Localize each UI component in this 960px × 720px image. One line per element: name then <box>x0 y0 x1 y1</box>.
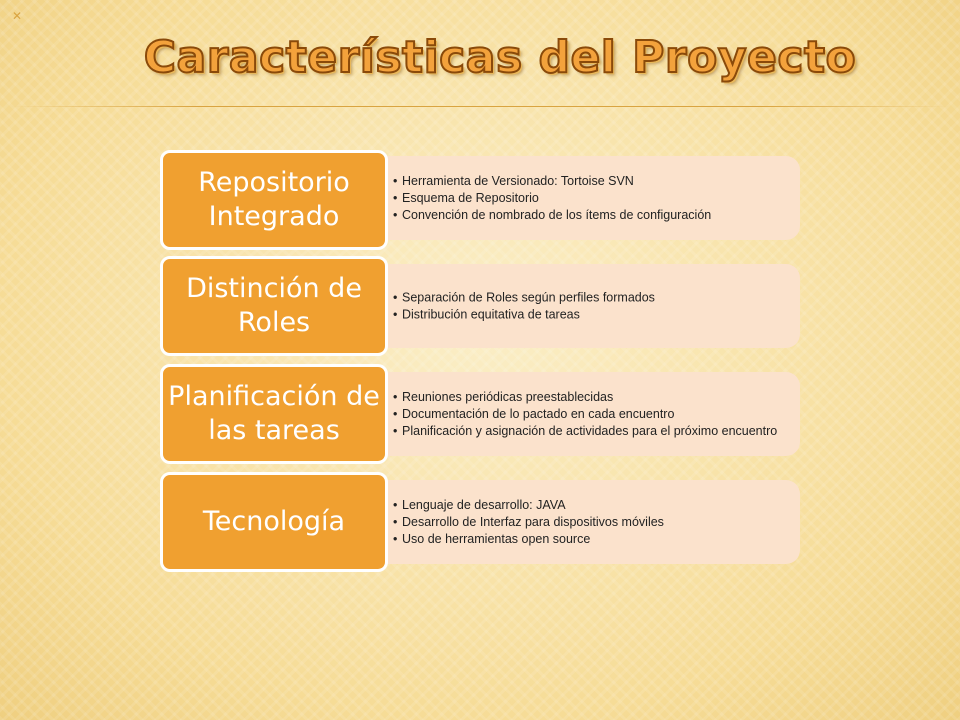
feature-bullet-item: • Convención de nombrado de los ítems de configuración <box>393 208 712 222</box>
feature-bullet-list <box>393 388 786 440</box>
feature-bullet-item: • Documentación de lo pactado en cada encuentro <box>393 407 675 421</box>
feature-label: Distinción de Roles <box>186 273 362 338</box>
feature-details <box>360 372 800 456</box>
feature-label-box <box>160 256 388 356</box>
feature-bullet-list <box>393 289 786 324</box>
bullet-icon: • <box>393 498 398 512</box>
slide-corner-mark-icon: ✕ <box>12 9 23 23</box>
bullet-icon: • <box>393 208 398 222</box>
feature-label: Repositorio Integrado <box>198 167 350 232</box>
feature-details <box>360 156 800 240</box>
feature-label: Planificación de las tareas <box>168 381 380 446</box>
feature-bullet-item: • Desarrollo de Interfaz para dispositivos móviles <box>393 515 664 529</box>
feature-bullet-item: • Distribución equitativa de tareas <box>393 307 580 322</box>
bullet-icon: • <box>393 290 398 305</box>
bullet-icon: • <box>393 515 398 529</box>
feature-bullet-item: • Reuniones periódicas preestablecidas <box>393 390 614 404</box>
feature-label-box <box>160 472 388 572</box>
feature-bullet-list <box>393 172 786 224</box>
bullet-icon: • <box>393 307 398 322</box>
feature-details <box>360 264 800 348</box>
feature-bullet-item: • Separación de Roles según perfiles formados <box>393 290 655 305</box>
slide-title-text: Características del Proyecto <box>143 32 857 83</box>
bullet-icon: • <box>393 174 398 188</box>
bullet-icon: • <box>393 407 398 421</box>
feature-bullet-item: • Lenguaje de desarrollo: JAVA <box>393 498 566 512</box>
feature-label-box <box>160 364 388 464</box>
bullet-icon: • <box>393 191 398 205</box>
feature-label: Tecnología <box>202 506 346 537</box>
feature-bullet-list <box>393 496 786 548</box>
feature-bullet-item: • Uso de herramientas open source <box>393 532 591 546</box>
feature-bullet-item: • Esquema de Repositorio <box>393 191 539 205</box>
bullet-icon: • <box>393 390 398 404</box>
feature-bullet-item: • Herramienta de Versionado: Tortoise SVN <box>393 174 634 188</box>
feature-label-box <box>160 150 388 250</box>
feature-details <box>360 480 800 564</box>
bullet-icon: • <box>393 532 398 546</box>
feature-bullet-item: • Planificación y asignación de actividades para el próximo encuentro <box>393 424 778 438</box>
bullet-icon: • <box>393 424 398 438</box>
